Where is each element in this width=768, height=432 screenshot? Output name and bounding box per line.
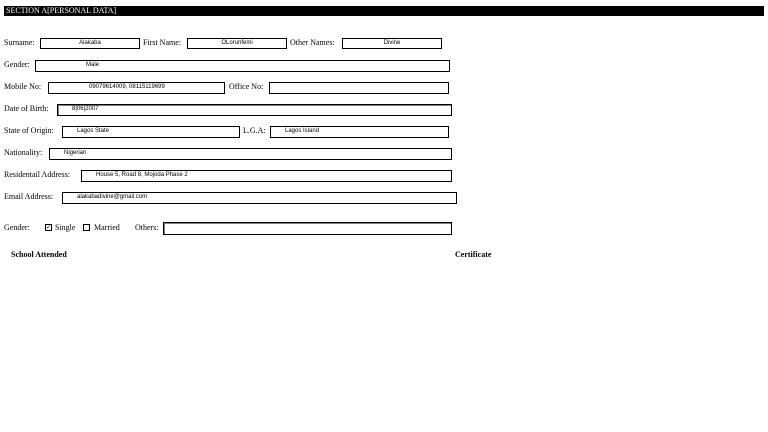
nationality-field[interactable]: Nigerian [49, 148, 452, 160]
mobile-no-field[interactable]: 09079614009, 08115119699 [48, 82, 225, 94]
first-name-field[interactable]: OLorunfemi [187, 38, 287, 49]
address-field[interactable]: House 5, Road 8, Mojoda Phase 2 [81, 170, 452, 182]
address-label: Residentail Address: [4, 170, 70, 179]
gender-label: Gender: [4, 60, 30, 69]
lga-field[interactable]: Lagos Island [270, 126, 449, 138]
office-no-field[interactable] [269, 82, 449, 94]
marital-gender-label: Gender: [4, 223, 30, 232]
state-of-origin-label: State of Origin: [4, 126, 54, 135]
others-field[interactable] [163, 222, 452, 235]
mobile-no-label: Mobile No: [4, 82, 42, 91]
other-names-label: Other Names: [290, 38, 335, 47]
others-label: Others: [135, 223, 159, 232]
gender-field[interactable]: Male [35, 60, 450, 72]
surname-field[interactable]: Alakaba [40, 38, 140, 49]
office-no-label: Office No: [229, 82, 264, 91]
section-header: SECTION A[PERSONAL DATA] [4, 6, 764, 16]
nationality-label: Nationality: [4, 148, 43, 157]
email-label: Email Address: [4, 192, 54, 201]
other-names-field[interactable]: Divine [342, 38, 442, 49]
single-checkbox[interactable]: ✓ [46, 224, 52, 231]
married-checkbox[interactable] [83, 224, 90, 231]
email-field[interactable]: alakabadivine@gmail.com [62, 192, 457, 204]
school-attended-header: School Attended [11, 250, 67, 259]
single-label: Single [55, 223, 76, 232]
first-name-label: First Name: [143, 38, 181, 47]
surname-label: Surname: [4, 38, 35, 47]
certificate-header: Certificate [455, 250, 492, 259]
state-of-origin-field[interactable]: Lagos State [62, 126, 240, 138]
dob-label: Date of Birth: [4, 104, 49, 113]
married-label: Married [94, 223, 120, 232]
dob-field[interactable]: 8|06|2007 [57, 104, 452, 116]
lga-label: L.G.A: [243, 126, 266, 135]
